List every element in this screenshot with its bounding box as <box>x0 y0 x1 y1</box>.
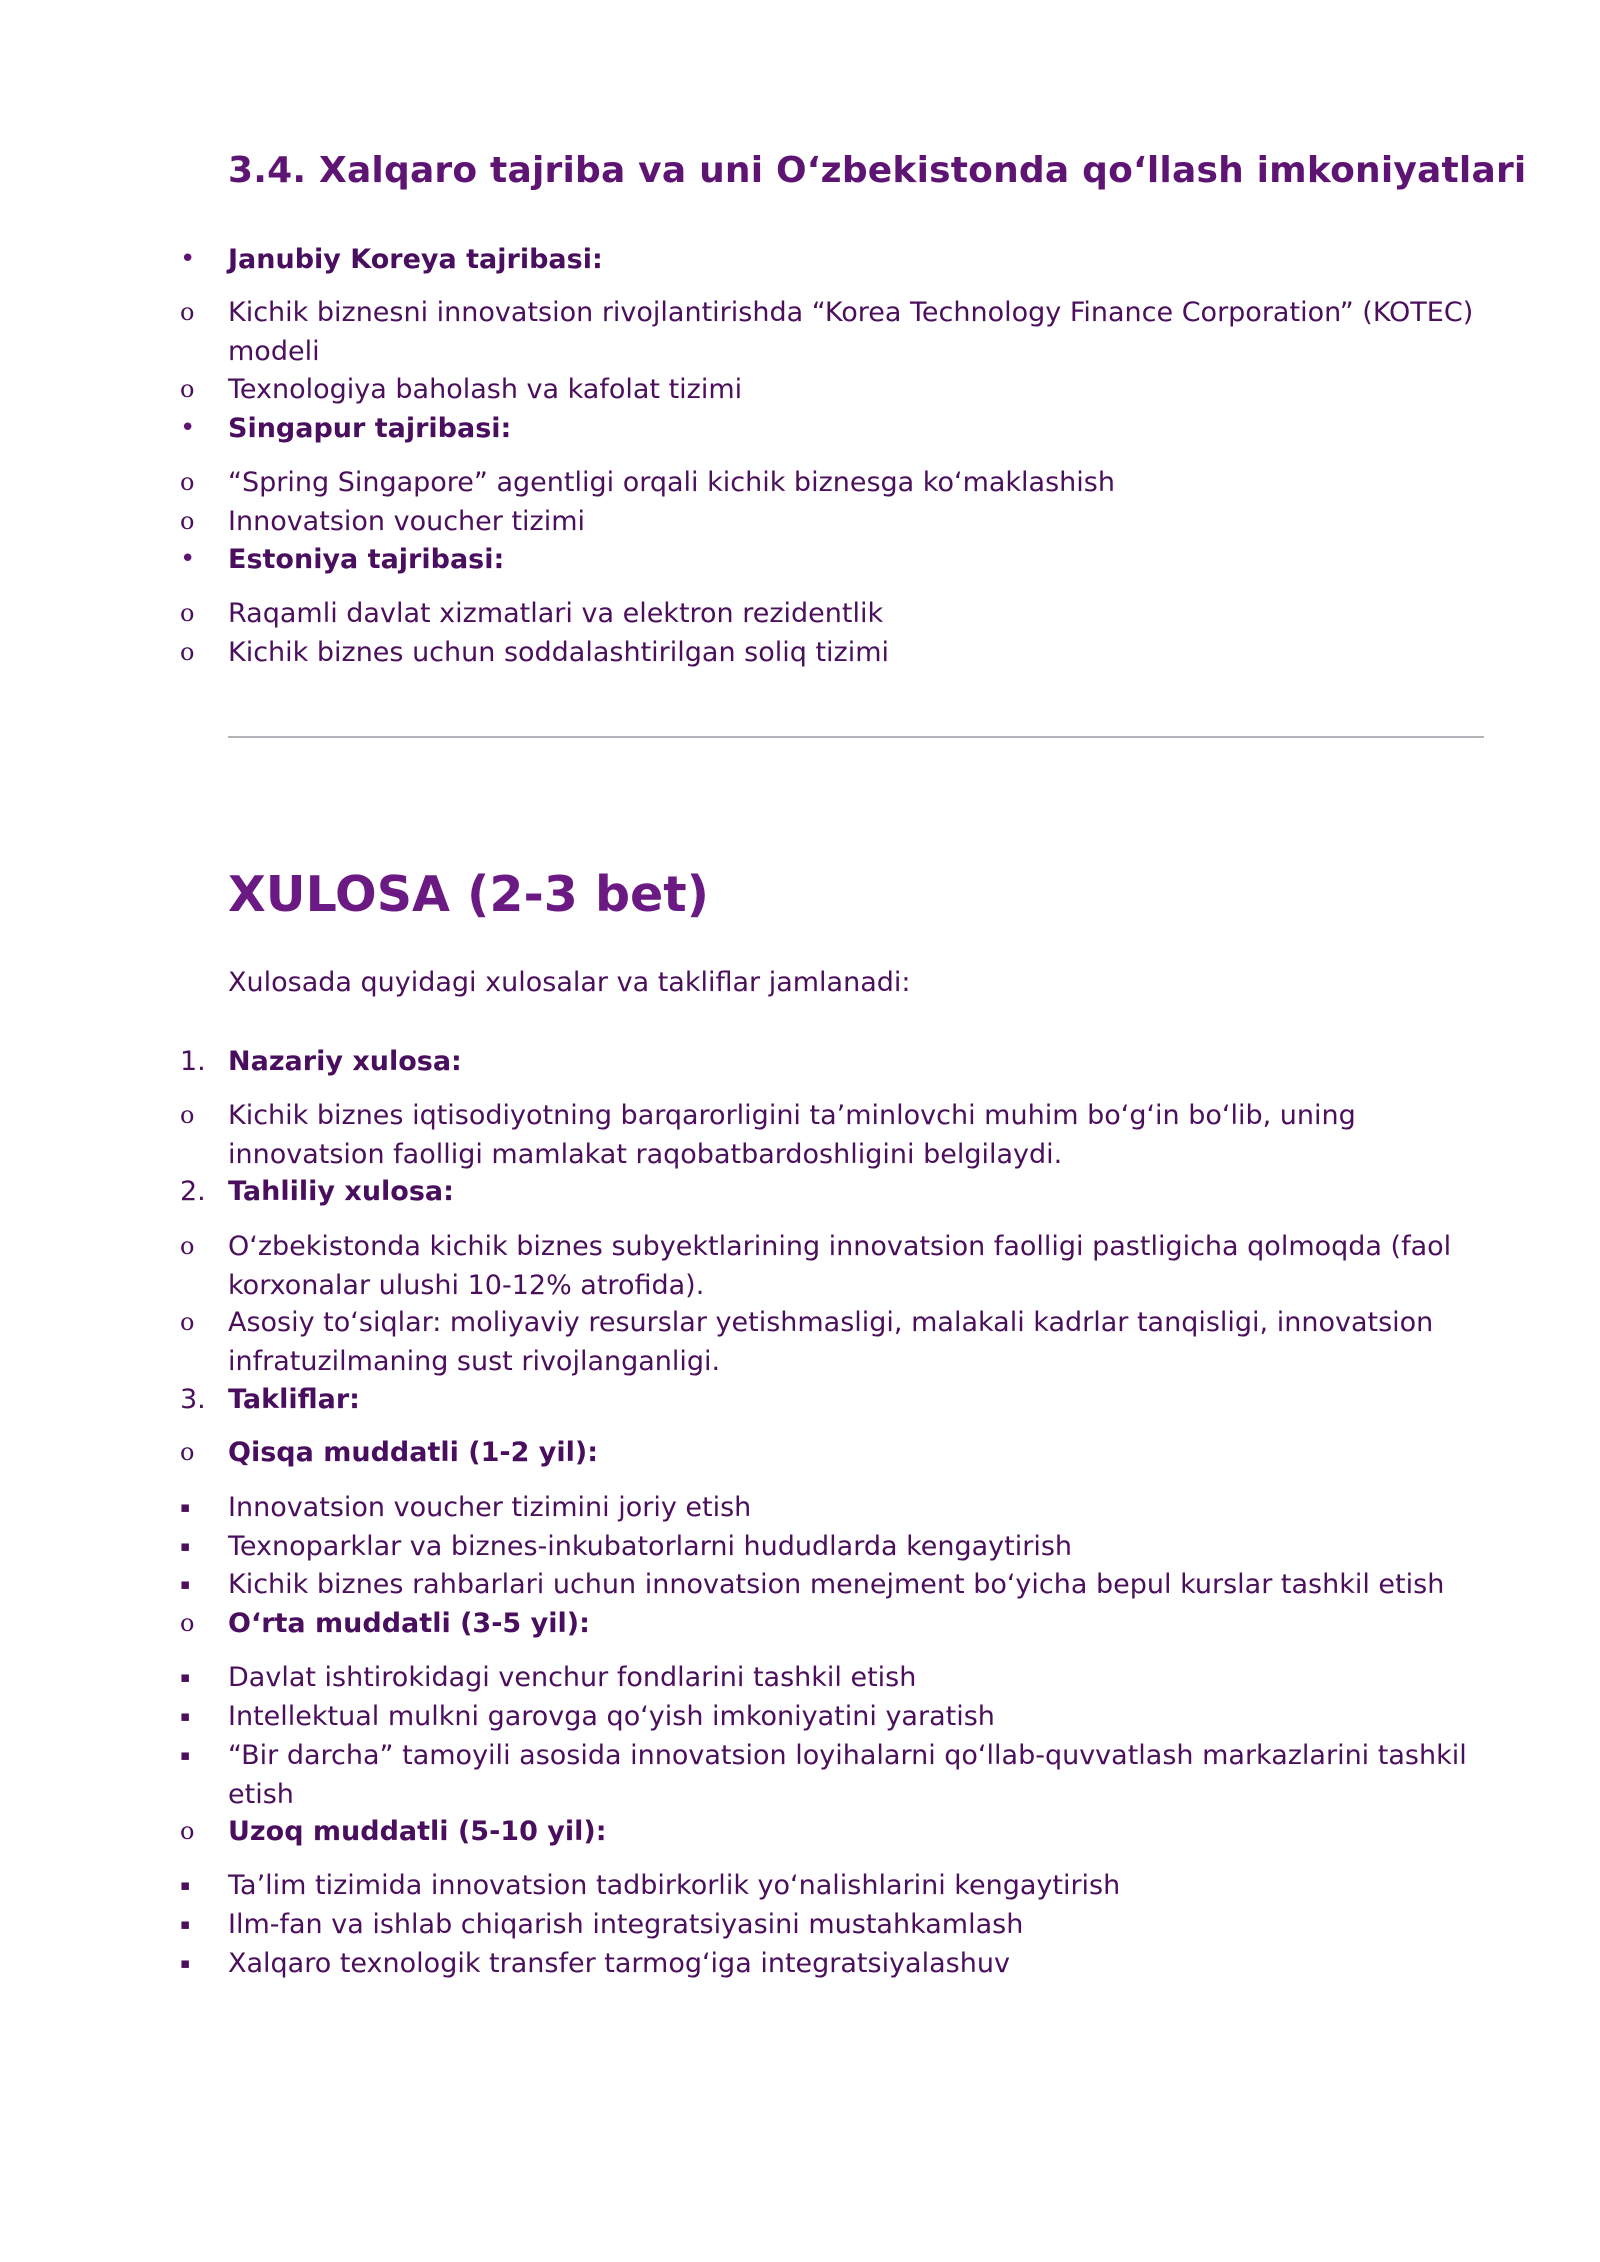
list-marker: ▪ <box>180 1707 191 1725</box>
list-marker: o <box>180 1817 195 1845</box>
section-heading: 3.4. Xalqaro tajriba va uni O‘zbekistonda qo‘llash imkoniyatlari <box>228 150 1527 191</box>
list-item-text: Kichik biznes iqtisodiyotning barqarorligini ta’minlovchi muhim bo‘g‘in bo‘lib, uning innovatsion faolligi mamlakat raqobatbardoshligini belgilaydi. <box>228 1100 1356 1170</box>
list-item-text: Raqamli davlat xizmatlari va elektron rezidentlik <box>228 598 884 629</box>
list-marker: • <box>180 244 196 274</box>
list-marker: o <box>180 1232 195 1260</box>
list-item-text: Texnologiya baholash va kafolat tizimi <box>228 374 743 405</box>
list-marker: ▪ <box>180 1668 191 1686</box>
list-item-text: Innovatsion voucher tizimi <box>228 506 586 537</box>
list-marker: o <box>180 468 195 496</box>
list-marker: • <box>180 544 196 574</box>
list-item-text: Ilm-fan va ishlab chiqarish integratsiyasini mustahkamlash <box>228 1909 1024 1940</box>
list-item-text: Davlat ishtirokidagi venchur fondlarini tashkil etish <box>228 1662 917 1693</box>
list-item-text: Texnoparklar va biznes-inkubatorlarni hududlarda kengaytirish <box>228 1531 1073 1562</box>
list-item-text: “Spring Singapore” agentligi orqali kichik biznesga ko‘maklashish <box>228 467 1115 498</box>
list-marker: o <box>180 298 195 326</box>
list-marker: o <box>180 1308 195 1336</box>
list-marker: ▪ <box>180 1575 191 1593</box>
list-marker: ▪ <box>180 1498 191 1516</box>
list-marker: o <box>180 638 195 666</box>
list-item-heading: Qisqa muddatli (1-2 yil): <box>228 1437 599 1468</box>
list-marker: 3. <box>180 1384 206 1415</box>
list-marker: o <box>180 1609 195 1637</box>
list-item-heading: Nazariy xulosa: <box>228 1046 462 1077</box>
list-item-heading: Tahliliy xulosa: <box>228 1176 454 1207</box>
list-item-text: Ta’lim tizimida innovatsion tadbirkorlik yo‘nalishlarini kengaytirish <box>228 1870 1121 1901</box>
list-marker: o <box>180 375 195 403</box>
list-item-heading: Takliflar: <box>228 1384 360 1415</box>
list-item-text: O‘zbekistonda kichik biznes subyektlarining innovatsion faolligi pastligicha qolmoqda (faol korxonalar ulushi 10-12% atrofida). <box>228 1231 1452 1301</box>
list-marker: o <box>180 507 195 535</box>
list-marker: 2. <box>180 1176 206 1207</box>
list-item-text: Intellektual mulkni garovga qo‘yish imkoniyatini yaratish <box>228 1701 995 1732</box>
list-item-text: Kichik biznesni innovatsion rivojlantirishda “Korea Technology Finance Corporation” (KOTEC) modeli <box>228 297 1474 367</box>
list-item-text: Kichik biznes uchun soddalashtirilgan soliq tizimi <box>228 637 890 668</box>
horizontal-divider <box>228 736 1484 738</box>
list-item-text: Kichik biznes rahbarlari uchun innovatsion menejment bo‘yicha bepul kurslar tashkil etish <box>228 1569 1445 1600</box>
list-marker: ▪ <box>180 1915 191 1933</box>
list-marker: o <box>180 1438 195 1466</box>
list-item-text: Xalqaro texnologik transfer tarmog‘iga integratsiyalashuv <box>228 1948 1010 1979</box>
list-item-heading: Estoniya tajribasi: <box>228 544 505 575</box>
list-item-text: “Bir darcha” tamoyili asosida innovatsion loyihalarni qo‘llab-quvvatlash markazlarini tashkil etish <box>228 1740 1467 1810</box>
list-marker: 1. <box>180 1046 206 1077</box>
list-item-text: Innovatsion voucher tizimini joriy etish <box>228 1492 752 1523</box>
list-marker: ▪ <box>180 1746 191 1764</box>
list-marker: ▪ <box>180 1954 191 1972</box>
list-marker: o <box>180 1101 195 1129</box>
list-marker: o <box>180 599 195 627</box>
list-marker: ▪ <box>180 1876 191 1894</box>
conclusion-intro: Xulosada quyidagi xulosalar va takliflar jamlanadi: <box>228 967 911 998</box>
list-item-heading: Janubiy Koreya tajribasi: <box>228 244 603 275</box>
list-item-heading: Uzoq muddatli (5-10 yil): <box>228 1816 607 1847</box>
list-item-text: Asosiy to‘siqlar: moliyaviy resurslar yetishmasligi, malakali kadrlar tanqisligi, innovatsion infratuzilmaning sust rivojlanganligi. <box>228 1307 1434 1377</box>
conclusion-heading: XULOSA (2-3 bet) <box>228 866 710 923</box>
list-item-heading: O‘rta muddatli (3-5 yil): <box>228 1608 590 1639</box>
list-marker: • <box>180 413 196 443</box>
list-marker: ▪ <box>180 1537 191 1555</box>
list-item-heading: Singapur tajribasi: <box>228 413 512 444</box>
